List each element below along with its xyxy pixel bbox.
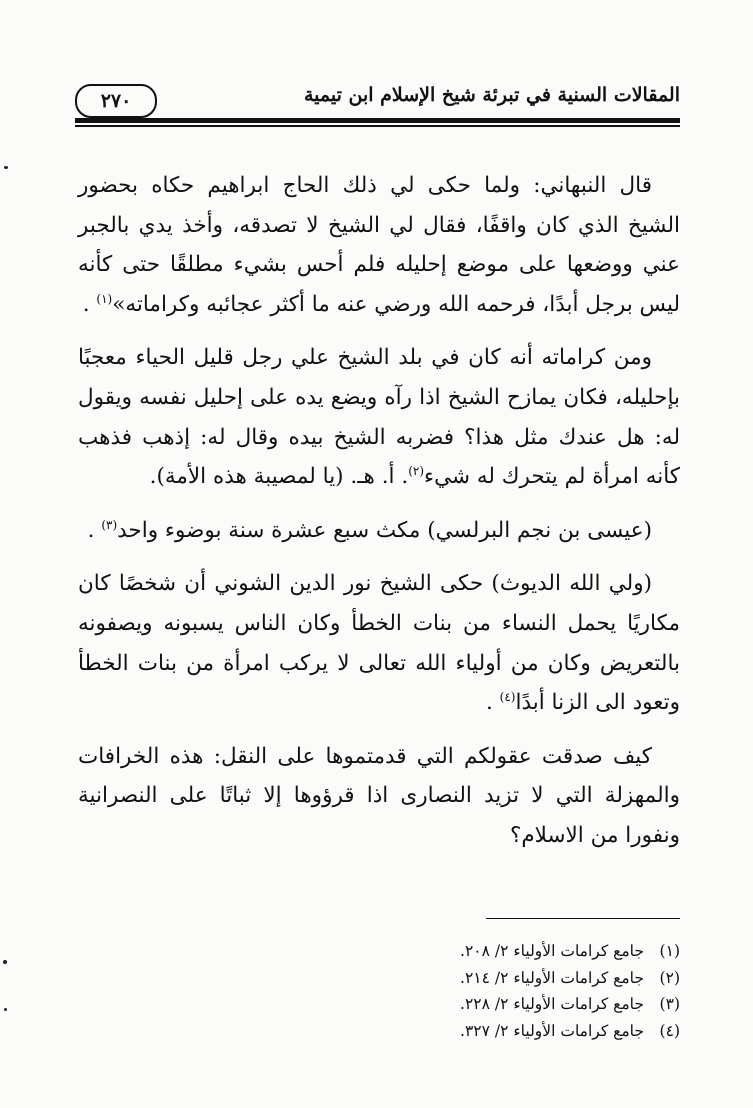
paragraph: (عيسى بن نجم البرلسي) مكث سبع عشرة سنة بوضوء واحد$^{(٣)}$ . <box>87 517 652 543</box>
scan-speck <box>4 166 8 169</box>
page-number-text: ٢٧٠ <box>100 90 132 112</box>
footnote-item: (٤)جامع كرامات الأولياء ٢/ ٣٢٧. <box>460 1021 680 1040</box>
footnote-ref: (٤) <box>499 690 516 705</box>
paragraph: كيف صدقت عقولكم التي قدمتموها على النقل: هذه الخرافات والمهزلة التي لا تزيد النصارى اذا قرؤوها إلا ثباتًا على النصرانية ونفورا من الاسلام؟ <box>78 743 680 848</box>
paragraph: ومن كراماته أنه كان في بلد الشيخ علي رجل قليل الحياء معجبًا بإحليله، فكان يمازح الشيخ اذا رآه ويضع يده على إحليل نفسه ويقول له: هل عندك مثل هذا؟ فضربه الشيخ بيده وقال له: إذهب فذهب كأنه امرأة لم يتحرك له شيء$^{(٢)}$. أ. هـ. (يا لمصيبة هذه الأمة). <box>78 345 680 490</box>
footnote-ref: (١) <box>96 291 113 306</box>
footnote-item: (٣)جامع كرامات الأولياء ٢/ ٢٢٨. <box>460 995 680 1013</box>
footnote-separator <box>486 918 680 919</box>
footnote-ref: (٢) <box>408 464 425 479</box>
header-rule-thin <box>75 125 680 127</box>
paragraph: قال النبهاني: ولما حكى لي ذلك الحاج ابراهيم حكاه بحضور الشيخ الذي كان واقفًا، فقال لي الشيخ لا تصدقه، وأخذ يدي بالجبر عني ووضعها على موضع إحليله فلم أحس بشيء مطلقًا حتى كأنه ليس برجل أبدًا، فرحمه الله ورضي عنه ما أكثر عجائبه وكراماته»$^{(١)}$ . <box>78 173 680 317</box>
scan-speck <box>4 1008 7 1011</box>
footnote-item: (١)جامع كرامات الأولياء ٢/ ٢٠٨. <box>460 942 680 960</box>
paragraph: (ولي الله الديوث) حكى الشيخ نور الدين الشوني أن شخصًا كان مكاريًا يحمل النساء من بنات الخطأ وكان الناس يسبونه ويصفونه بالتعريض وكان من أولياء الله تعالى لا يركب امرأة من بنات الخطأ وتعود الى الزنا أبدًا$^{(٤)}$ . <box>78 571 680 716</box>
footnotes <box>330 938 680 1044</box>
page-header <box>75 78 680 128</box>
main-text <box>78 166 680 870</box>
scan-speck <box>3 960 7 964</box>
page-number <box>75 84 157 118</box>
footnote-ref: (٣) <box>101 517 118 532</box>
footnote-item: (٢)جامع كرامات الأولياء ٢/ ٢١٤. <box>460 968 680 987</box>
header-rule-thick <box>75 118 680 123</box>
running-title: المقالات السنية في تبرئة شيخ الإسلام ابن تيمية <box>303 84 680 106</box>
